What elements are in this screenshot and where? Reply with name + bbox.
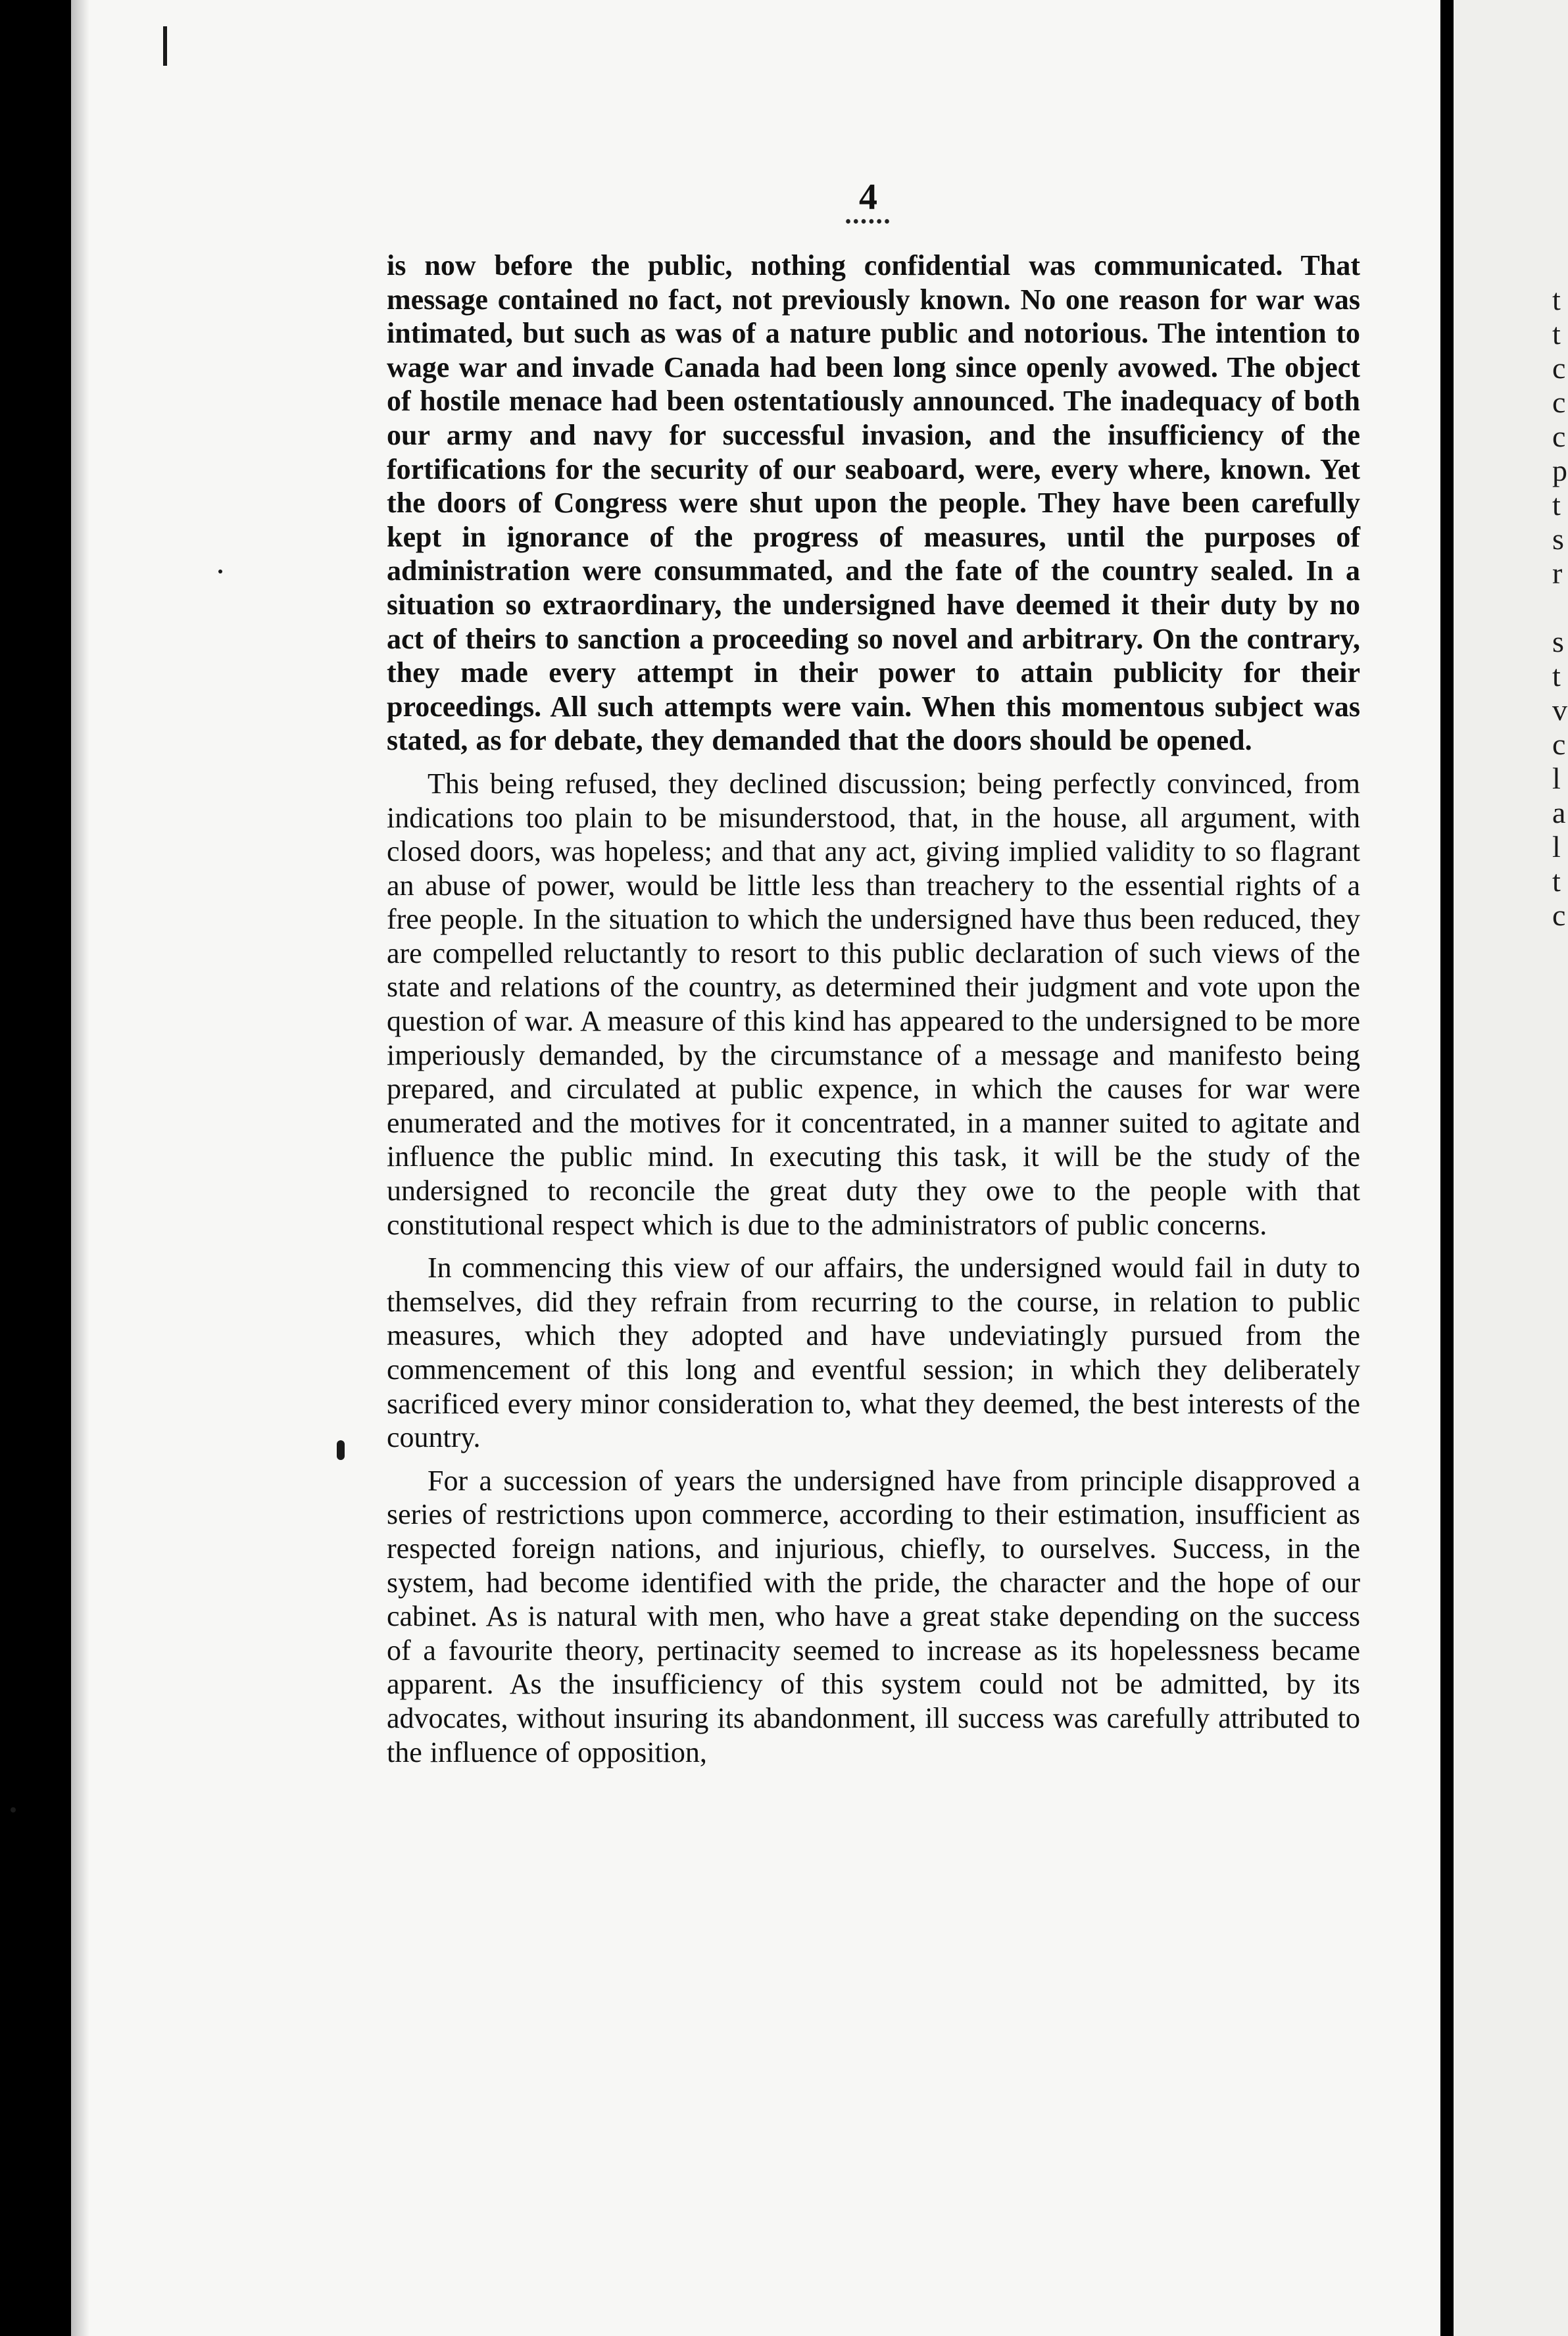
paragraph-1-text: is now before the public, nothing confidential was communicated. That message contained no fact, not previously known. No one reason for war was intimated, but such as was of a nature public and notorious. The intention to wage war and invade Canada had been long since openly avowed. The object of hostile menace had been ostentatiously announced. The inadequacy of both our army and navy for successful invasion, and the insufficiency of the fortifications for the security of our seaboard, were, every where, known. Yet the doors of Congress were shut upon the people. They have been carefully kept in ignorance of the progress of measures, until the purposes of administration were consummated, and the fate of the country sealed. In a situation so extraordinary, the undersigned have deemed it their duty by no act of theirs to sanction a proceeding so novel and arbitrary. On the contrary, they made every attempt in their power to attain publicity for their proceedings. All such attempts were vain. When this momentous subject was stated, as for debate, they demanded that the doors should be opened.	[387, 249, 1360, 757]
paragraph-2	[387, 767, 1360, 1242]
paragraph-2-text: This being refused, they declined discussion; being perfectly convinced, from indications too plain to be misunderstood, that, in the house, all argument, with closed doors, was hopeless; and that any act, giving implied validity to so flagrant an abuse of power, would be little less than treachery to the essential rights of a free people. In the situation to which the undersigned have thus been reduced, they are compelled reluctantly to resort to this public declaration of such views of the state and relations of the country, as determined their judgment and vote upon the question of war. A measure of this kind has appeared to the undersigned to be more imperiously demanded, by the circumstance of a message and manifesto being prepared, and circulated at public expence, in which the causes for war were enumerated and the motives for it concentrated, in a manner suited to agitate and influence the public mind. In executing this task, it will be the study of the undersigned to reconcile the great duty they owe to the people with that constitutional respect which is due to the administrators of public concerns.	[387, 767, 1360, 1241]
scan-mark-left-margin	[337, 1440, 345, 1460]
page-number: 4	[859, 177, 877, 218]
paragraph-4	[387, 1464, 1360, 1769]
signature-mark: ••••••	[845, 212, 892, 232]
body-text	[387, 249, 1360, 1769]
paragraph-3	[387, 1251, 1360, 1455]
facing-page-sliver	[1454, 0, 1568, 2336]
facing-page-fragment: t t c c c p t s r s t v c l a l t c	[1552, 283, 1567, 932]
scan-mark-top-left	[163, 26, 167, 66]
paragraph-4-text: For a succession of years the undersigned have from principle disapproved a series of restrictions upon commerce, according to their estimation, insufficient as respected foreign nations, and injurious, chiefly, to ourselves. Success, in the system, had become identified with the pride, the character and the hope of our cabinet. As is natural with men, who have a great stake depending on the success of a favourite theory, pertinacity seemed to increase as its hopelessness became apparent. As the insufficiency of this system could not be admitted, by its advocates, without insuring its abandonment, ill success was carefully attributed to the influence of opposition,	[387, 1464, 1360, 1768]
scan-speck-far-left	[11, 1807, 16, 1813]
paragraph-1	[387, 249, 1360, 758]
scan-speck-left	[218, 570, 222, 573]
paragraph-3-text: In commencing this view of our affairs, the undersigned would fail in duty to themselves, did they refrain from recurring to the course, in relation to public measures, which they adopted and have undeviatingly pursued from the commencement of this long and eventful session; in which they deliberately sacrificed every minor consideration to, what they deemed, the best interests of the country.	[387, 1252, 1360, 1454]
page-edge-shadow	[71, 0, 89, 2336]
